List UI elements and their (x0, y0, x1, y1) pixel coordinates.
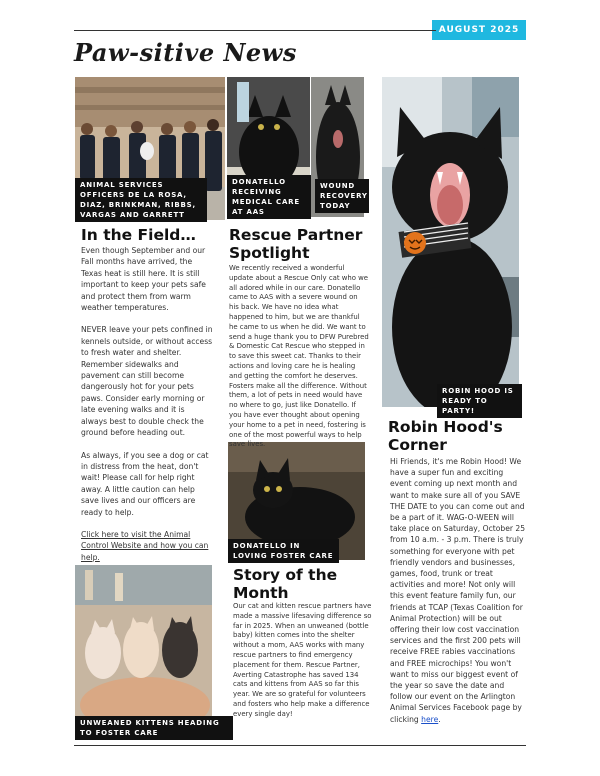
story-heading: Story of the Month (233, 566, 338, 602)
robin-hood-photo (382, 77, 519, 407)
field-paragraph-2: NEVER leave your pets confined in kennels outside, or without access to fresh water and shelter. Remember sidewalks and pavement can still become dangerously hot for your pets paws. Consider early morning or late evening walks and it is always best to double check the ground before heading out. (81, 325, 213, 438)
footer-rule (74, 745, 526, 746)
robin-body-end: . (438, 714, 441, 724)
animal-control-link[interactable]: Click here to visit the Animal Control Website and how you can help. (81, 529, 209, 562)
field-article (81, 245, 213, 574)
spotlight-body: We recently received a wonderful update about a Rescue Only cat who we all adored while in our care. Donatello came to AAS with a severe wound on his back. We have no idea what happened to him, but we are thankful he came to us when he did. We want to send a huge thank you to DFW Purebred & Domestic Cat Rescue who stepped in to save this sweet cat. Thanks to their actions and loving care he is healing and getting the comfort he deserves. Fosters make all the difference. Without them, a lot of pets in need would have no where to go, just like Donatello. If you have ever thought about opening your home to a pet in need, fostering is one of the most powerful ways to help save lives. (229, 264, 369, 449)
header-rule (74, 30, 436, 31)
donatello-foster-caption: DONATELLO IN LOVING FOSTER CARE (228, 539, 339, 563)
facebook-link[interactable]: here (421, 714, 439, 724)
robin-body (390, 456, 526, 725)
kittens-photo (75, 565, 212, 740)
field-paragraph-3: As always, if you see a dog or cat in distress from the heat, don't wait! Please call for help right away. A little caution can help save lives and our officers are ready to help. (81, 450, 209, 517)
date-badge: AUGUST 2025 (432, 20, 526, 40)
robin-hood-caption: ROBIN HOOD IS READY TO PARTY! (437, 384, 522, 418)
robin-heading: Robin Hood's Corner (388, 418, 503, 454)
donatello-medical-caption: DONATELLO RECEIVING MEDICAL CARE AT AAS (227, 175, 311, 219)
newsletter-title: Paw-sitive News (74, 38, 297, 67)
field-heading: In the Field… (81, 226, 196, 244)
spotlight-heading: Rescue Partner Spotlight (229, 226, 363, 262)
officers-caption: ANIMAL SERVICES OFFICERS DE LA ROSA, DIAZ, BRINKMAN, RIBBS, VARGAS AND GARRETT (75, 178, 207, 222)
kittens-caption: UNWEANED KITTENS HEADING TO FOSTER CARE (75, 716, 233, 740)
wound-caption: WOUND RECOVERY TODAY (315, 179, 369, 213)
robin-body-text: Hi Friends, it's me Robin Hood! We have a super fun and exciting event coming up next month and want to make sure all of you SAVE THE DATE to you can come out and be a part of it. WAG-O-WEEN will take place on Saturday, October 25 from 10 a.m. - 3 p.m. There is truly something for everyone with pet friendly vendors and businesses, games, food, trunk or treat activities and more! Not only will this event feature family fun, our friends at TCAP (Texas Coalition for Animal Protection) will be out offering their low cost vaccination services and the first 200 pets will receive FREE rabies vaccinations and FREE microchips! You won't want to miss our biggest event of the year so save the date and follow our event on the Arlington Animal Services Facebook page by clicking (390, 457, 526, 724)
field-paragraph-1: Even though September and our Fall months have arrived, the Texas heat is still here. It is still important to keep your pets safe and protect them from warm weather temperatures. (81, 246, 206, 313)
story-body: Our cat and kitten rescue partners have made a massive lifesaving difference so far in 2025. When an unweaned (bottle baby) kitten comes into the shelter without a mom, AAS works with many rescue partners to find emergency placement for them. Rescue Partner, Averting Catastrophe has saved 134 cats and kittens from AAS so far this year. We are so grateful for volunteers and fosters who help make a difference every single day! (233, 602, 372, 718)
